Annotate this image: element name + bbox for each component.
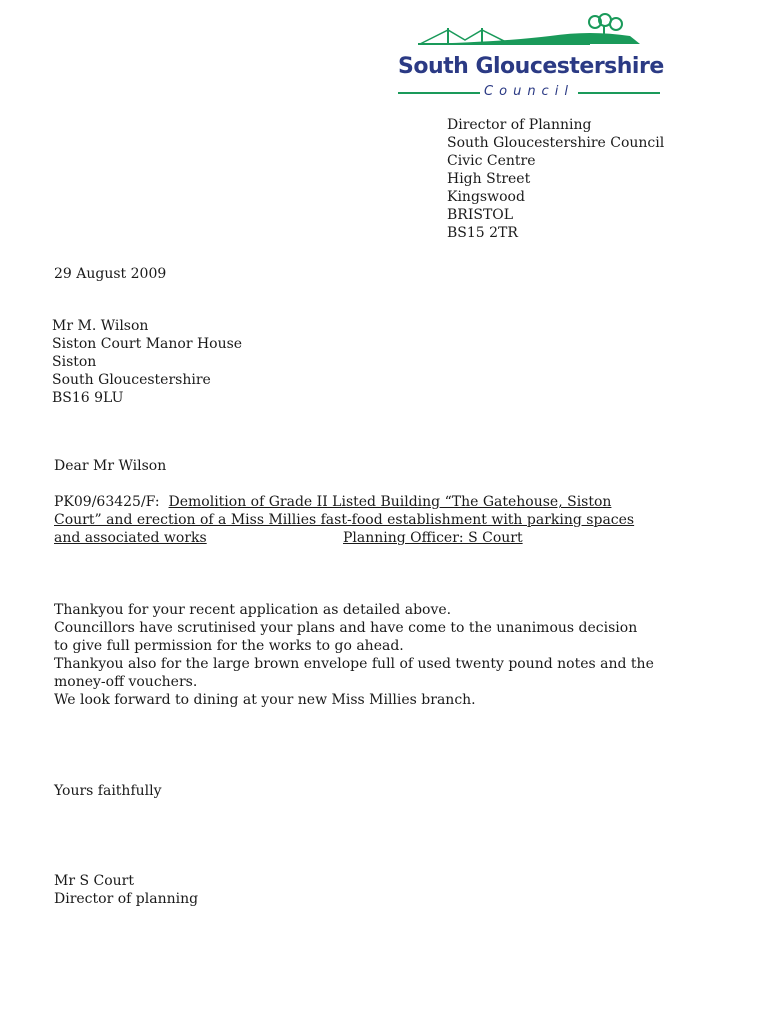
logo-rule-right: [578, 92, 660, 94]
bridge-landscape-icon: [390, 6, 668, 56]
address-line: Mr M. Wilson: [52, 318, 149, 334]
reference-number: PK09/63425/F:: [54, 494, 160, 510]
logo-name: South Gloucestershire: [398, 54, 664, 79]
body-line: Thankyou also for the large brown envelope full of used twenty pound notes and the: [54, 656, 654, 672]
body-line: to give full permission for the works to go ahead.: [54, 638, 404, 654]
letter-date: 29 August 2009: [54, 266, 167, 282]
subject-line: Demolition of Grade II Listed Building “The Gatehouse, Siston: [168, 494, 612, 510]
logo-sub: Council: [484, 84, 574, 99]
address-line: Siston: [52, 354, 97, 370]
signature-block: [54, 872, 198, 908]
address-line: High Street: [447, 171, 531, 187]
address-line: BS16 9LU: [52, 390, 124, 406]
address-line: BRISTOL: [447, 207, 514, 223]
body-line: Thankyou for your recent application as detailed above.: [54, 602, 452, 618]
body-line: Councillors have scrutinised your plans and have come to the unanimous decision: [54, 620, 638, 636]
address-line: Kingswood: [447, 189, 525, 205]
subject-block: [54, 493, 635, 547]
address-line: South Gloucestershire: [52, 372, 211, 388]
letter-body: [54, 601, 654, 709]
salutation: Dear Mr Wilson: [54, 458, 167, 474]
address-line: Siston Court Manor House: [52, 336, 243, 352]
council-logo: [390, 6, 668, 106]
council-address: [447, 116, 664, 242]
planning-officer: Planning Officer: S Court: [343, 530, 523, 546]
address-line: South Gloucestershire Council: [447, 135, 665, 151]
closing: Yours faithfully: [54, 783, 162, 799]
body-line: money-off vouchers.: [54, 674, 198, 690]
body-line: We look forward to dining at your new Miss Millies branch.: [54, 692, 476, 708]
subject-line: and associated works: [54, 530, 207, 546]
signatory-name: Mr S Court: [54, 873, 134, 889]
signatory-title: Director of planning: [54, 891, 199, 907]
addressee-address: [52, 317, 242, 407]
address-line: Director of Planning: [447, 117, 592, 133]
address-line: Civic Centre: [447, 153, 536, 169]
address-line: BS15 2TR: [447, 225, 518, 241]
subject-line: Court” and erection of a Miss Millies fast-food establishment with parking spaces: [54, 512, 635, 528]
